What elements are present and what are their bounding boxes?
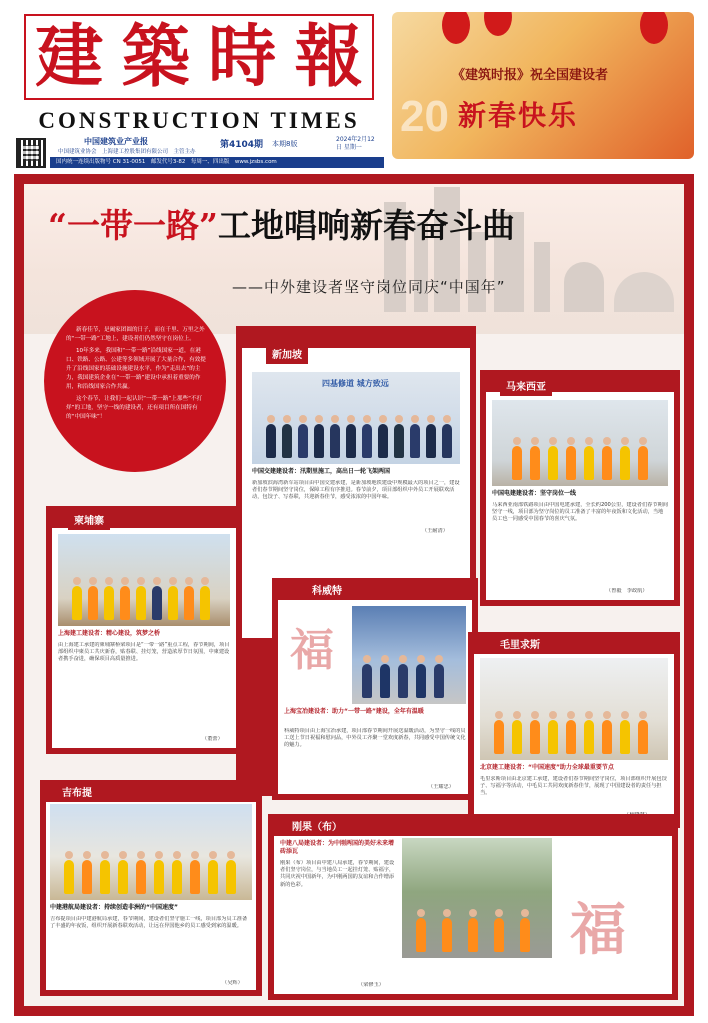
story-caption: 中建八局建设者：为中刚两国的美好未来增砖添瓦 xyxy=(280,840,395,855)
story-caption: 中国电建建设者：坚守岗位一线 xyxy=(492,490,577,497)
lantern-icon xyxy=(484,12,512,36)
tag-djibouti: 吉布提 xyxy=(56,786,98,802)
story-photo xyxy=(492,400,668,486)
year-digits: 20 xyxy=(400,92,449,141)
masthead-english-title: CONSTRUCTION TIMES xyxy=(38,108,360,133)
banner-greeting: 《建筑时报》祝全国建设者 xyxy=(452,68,609,83)
title-char: 築 xyxy=(121,17,190,97)
story-credit: （王耐清） xyxy=(422,528,448,534)
story-caption: 上海建工建设者：精心建设，筑梦之桥 xyxy=(58,630,161,637)
feature-content xyxy=(24,184,684,1006)
fu-character: 福 xyxy=(290,625,334,676)
intro-paragraph: 10年多来，我国和“一带一路”沿线国家一道，在港口、铁路、公路、公建等多领域开展了大量合作，有效提升了沿线国家的基础设施建设水平，作为“走出去”的主力，我国建筑企业在“一带一路”建设中承担着重要的作用，和沿线国家合作共赢。 xyxy=(66,348,206,390)
tag-cambodia: 柬埔寨 xyxy=(68,514,110,530)
story-body: 毛里求斯项目由北京建工承建，建设者们春节期间坚守岗位，项目部组织开展包饺子、写福字等活动，中毛员工共同欢度新春佳节，展现了中国建设者的责任与担当。 xyxy=(480,776,667,797)
story-mauritius xyxy=(474,654,674,822)
story-body: 刚果（布）项目由中建八局承建，春节期间，建设者们坚守岗位，与当地员工一起挂灯笼、贴福字，共同庆祝中国新年，为中刚两国的友谊和合作增添新的色彩。 xyxy=(280,860,395,888)
lantern-icon xyxy=(442,12,470,44)
story-credit: （王耀忠） xyxy=(428,784,454,790)
story-malaysia xyxy=(486,392,674,600)
story-caption: 北京建工建设者：“中国速度”助力全球最重要节点 xyxy=(480,764,614,771)
masthead-info xyxy=(14,135,384,169)
story-credit: （董蕾） xyxy=(202,736,223,742)
story-body: 科威特项目由上海宝冶承建，项目部春节期间开展送温暖活动，为坚守一线的员工送上节日祝福和慰问品，中外员工齐聚一堂欢度新春，共同感受中国传统文化的魅力。 xyxy=(284,728,466,749)
story-credit: （吴辉） xyxy=(222,980,243,986)
issue-date: 2024年2月12日 星期一 xyxy=(336,136,375,151)
story-caption: 上海宝冶建设者：助力“一带一路”建设，全年有温暖 xyxy=(284,708,424,715)
title-char: 報 xyxy=(294,17,363,97)
story-credit: （曾毅 李政航） xyxy=(606,588,648,594)
story-body: 吉布提项目由中建港航局承建，春节期间，建设者们坚守施工一线，项目部为员工准备了丰盛的年夜饭，组织开展新春联欢活动，让远在异国他乡的员工感受到家的温暖。 xyxy=(50,916,248,930)
issue-number: 第4104期 xyxy=(220,140,264,150)
story-caption: 中国交建建设者：汛期里施工，高出日一轮飞架两国 xyxy=(252,468,391,475)
tag-malaysia: 马来西亚 xyxy=(500,380,552,396)
tag-mauritius: 毛里求斯 xyxy=(494,638,546,654)
banner-headline: 新春快乐 xyxy=(458,99,579,132)
story-djibouti xyxy=(46,802,256,990)
story-body: 由上海建工承建的柬埔寨桥梁项目是“一带一路”重点工程，春节期间，项目部组织中柬员工共庆新春，贴春联、挂灯笼，营造浓厚节日氛围，中柬建设者携手奋进，确保项目高质量推进。 xyxy=(58,642,230,663)
tag-kuwait: 科威特 xyxy=(306,584,348,600)
story-photo xyxy=(58,534,230,626)
story-photo xyxy=(252,372,460,464)
lantern-icon xyxy=(640,12,668,44)
intro-circle xyxy=(44,290,226,472)
registration-bar: 国内统一连续出版物号 CN 31-0051 邮发代号3-82 每周一、四出版 www.jzsbs.com xyxy=(50,157,384,168)
story-photo xyxy=(352,606,466,704)
headline-red: “一带一路” xyxy=(48,206,218,245)
feature-subhead: ——中外建设者坚守岗位同庆“中国年” xyxy=(232,278,506,296)
story-kuwait xyxy=(278,600,472,794)
story-body: 马来西亚南部铁路项目由中国电建承建，全长约200公里，建设者们春节期间坚守一线，项目部为坚守岗位的员工准备了丰富的年夜饭和文化活动，当地员工也一同感受中国春节的喜庆气氛。 xyxy=(492,502,668,523)
tag-congo: 刚果（布） xyxy=(286,820,348,836)
story-congo xyxy=(274,836,672,994)
intro-paragraph: 这个春节，让我们一起认识“一带一路”上那些“不打烊”的工地，坚守一线的建设者，还有项目所在国特有的“中国年味”！ xyxy=(66,396,203,420)
new-year-banner xyxy=(392,12,694,159)
fu-character: 福 xyxy=(570,897,626,963)
story-credit: （梁修玉） xyxy=(358,982,384,988)
page-count: 本期8版 xyxy=(272,140,298,148)
masthead-title xyxy=(24,14,374,100)
story-photo xyxy=(402,838,552,958)
story-photo xyxy=(50,804,252,900)
headline-rest: 工地唱响新春奋斗曲 xyxy=(217,206,515,245)
title-char: 時 xyxy=(208,17,277,97)
story-cambodia xyxy=(52,528,236,748)
qr-code-icon xyxy=(16,138,46,168)
photo-banner-text: 四基修道 城方致远 xyxy=(322,379,389,388)
story-photo xyxy=(480,658,668,760)
story-body: 新加坡滨海湾新车站项目由中国交建承建，是新加坡地铁建设中规模最大的项目之一，建设者们春节期间坚守岗位，保障工程有序推进。春节前夕，项目部组织中外员工开展联欢活动，包饺子、写春联，共迎新春佳节，感受浓浓的中国年味。 xyxy=(252,480,460,501)
feature-frame xyxy=(14,174,694,1016)
tag-singapore: 新加坡 xyxy=(266,348,308,364)
publication-org: 中国建筑业产业报 xyxy=(84,137,148,146)
intro-paragraph: 新春佳节，是阖家团圆的日子，而在千里、万里之外的“一带一路”工地上，建设者们仍然坚守在岗位上。 xyxy=(66,327,205,342)
title-char: 建 xyxy=(35,17,104,97)
publisher-line: 中国建筑业协会 上海建工控股集团有限公司 主管主办 xyxy=(58,149,196,155)
story-caption: 中建港航局建设者：持续创造非洲的“中国速度” xyxy=(50,904,178,911)
feature-headline xyxy=(48,200,515,247)
masthead xyxy=(14,8,384,168)
